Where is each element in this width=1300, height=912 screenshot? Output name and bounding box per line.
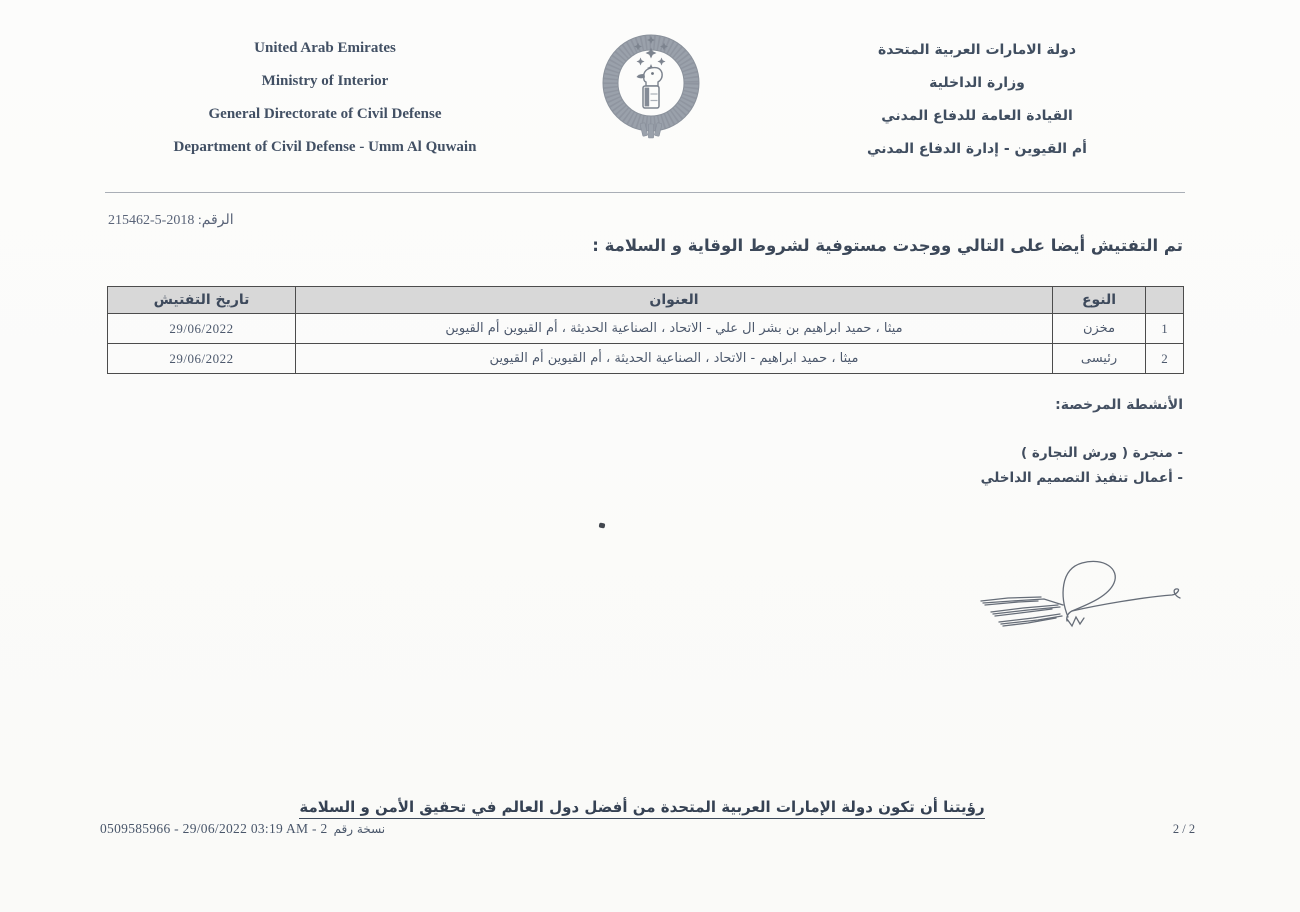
cell-index: 2 [1146, 344, 1184, 374]
vision-statement [0, 797, 1284, 819]
signature [948, 545, 1193, 640]
licensed-activities-label: الأنشطة المرخصة: [1055, 397, 1183, 413]
activity-item: - أعمال تنفيذ التصميم الداخلي [980, 470, 1183, 486]
table-row [108, 344, 1184, 374]
copy-info [100, 821, 385, 837]
cell-address: ميثا ، حميد ابراهيم - الاتحاد ، الصناعية الحديثة ، أم القيوين أم القيوين [296, 344, 1053, 374]
letterhead-en-line-2: Ministry of Interior [261, 73, 389, 89]
letterhead-arabic [812, 34, 1142, 166]
letterhead-en-line-1: United Arab Emirates [254, 40, 396, 56]
col-header-date: تاريخ التفتيش [108, 287, 296, 314]
letterhead-ar-line-3: القيادة العامة للدفاع المدني [881, 108, 1073, 124]
cell-date: 29/06/2022 [108, 314, 296, 344]
cell-address: ميثا ، حميد ابراهيم بن بشر ال علي - الاتحاد ، الصناعية الحديثة ، أم القيوين أم القيوين [296, 314, 1053, 344]
uae-moi-eagle-emblem-icon [592, 20, 710, 142]
page-indicator: 2 / 2 [1172, 822, 1196, 836]
licensed-activities-list [981, 441, 1183, 491]
cell-type: مخزن [1053, 314, 1146, 344]
letterhead-ar-line-2: وزارة الداخلية [929, 75, 1025, 91]
letterhead-ar-line-4: أم القيوين - إدارة الدفاع المدني [867, 141, 1087, 157]
col-header-type: النوع [1053, 287, 1146, 314]
cell-index: 1 [1146, 314, 1184, 344]
col-header-address: العنوان [296, 287, 1053, 314]
inspection-statement: تم التفتيش أيضا على التالي ووجدت مستوفية لشروط الوقاية و السلامة : [592, 236, 1183, 255]
table-header-row [108, 287, 1184, 314]
letterhead-ar-line-1: دولة الامارات العربية المتحدة [877, 42, 1077, 58]
ink-speck [599, 522, 606, 528]
inspection-table [107, 286, 1184, 374]
vision-text: رؤيتنا أن تكون دولة الإمارات العربية المتحدة من أفضل دول العالم في تحقيق الأمن و السلامة [299, 798, 984, 819]
table-row [108, 314, 1184, 344]
letterhead-en-line-4: Department of Civil Defense - Umm Al Quwain [173, 139, 477, 155]
letterhead-en-line-3: General Directorate of Civil Defense [208, 106, 442, 122]
header-divider [105, 192, 1185, 193]
letterhead-english [105, 32, 545, 164]
copy-info-numbers: 0509585966 - 29/06/2022 03:19 AM - 2 [100, 821, 328, 836]
col-header-index [1146, 287, 1184, 314]
cell-date: 29/06/2022 [108, 344, 296, 374]
copy-info-label: نسخة رقم [333, 822, 386, 836]
activity-item: - منجرة ( ورش النجارة ) [1021, 445, 1183, 461]
cell-type: رئيسى [1053, 344, 1146, 374]
reference-number: الرقم: 2018-5-215462 [108, 213, 234, 228]
